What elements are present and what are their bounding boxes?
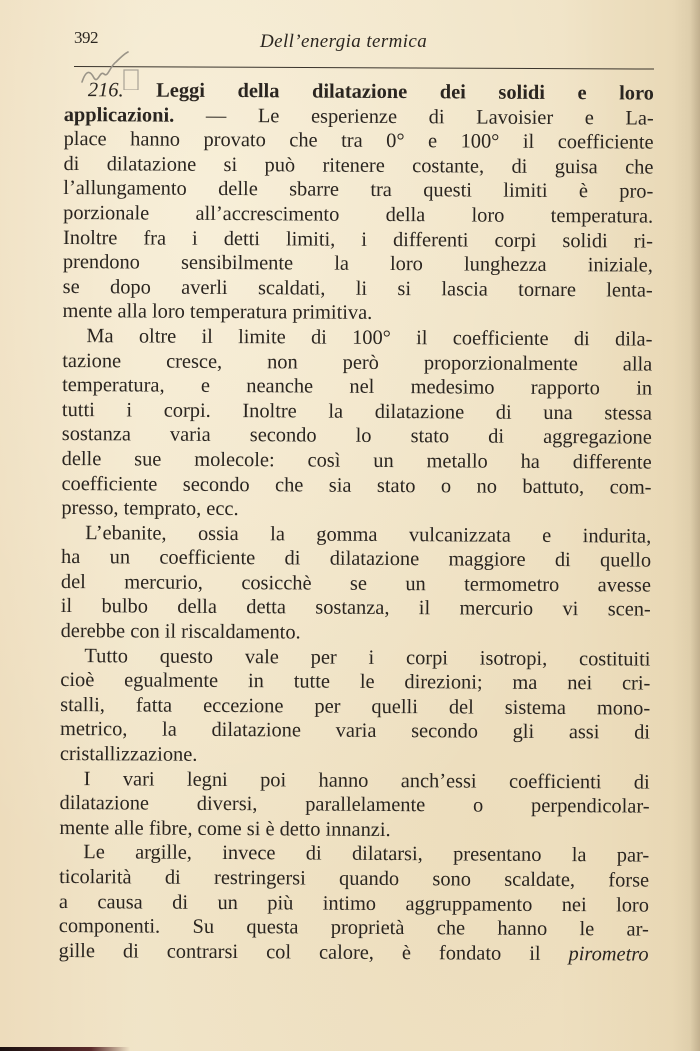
text-line: l’allungamento delle sbarre tra questi limiti è pro- [63, 177, 654, 203]
text-line: tutti i corpi. Inoltre la dilatazione di una stessa [61, 398, 653, 425]
bottom-edge-shadow [0, 1047, 130, 1051]
text-line: sostanza varia secondo lo stato di aggregazione [61, 423, 652, 449]
text-line: presso, temprato, ecc. [61, 497, 239, 521]
page-number: 392 [74, 28, 98, 47]
text-line: se dopo averli scaldati, li si lascia tornare lenta- [62, 275, 653, 302]
paragraph-start-line: Ma oltre il limite di 100° il coefficiente di dila- [86, 325, 653, 351]
section-number: 216. [87, 79, 124, 102]
header-rule [74, 66, 654, 70]
text-line: dilatazione diversi, parallelamente o perpendicolar- [59, 792, 650, 818]
text-line: ha un coefficiente di dilatazione maggiore di quello [61, 546, 652, 572]
text-line: cristallizzazione. [59, 743, 198, 766]
text-line: place hanno provato che tra 0° e 100° il coefficiente [63, 128, 654, 154]
text-line: stalli, fatta eccezione per quelli del sistema mono- [60, 693, 651, 720]
text-line: tazione cresce, non però proporzionalmente alla [62, 349, 653, 376]
em-dash: — [174, 104, 258, 127]
text-line: mente alla loro temperatura primitiva. [62, 300, 373, 325]
text-line: mente alle fibre, come si è detto innanzi. [59, 816, 391, 841]
text-line: ticolarità di restringersi quando sono scaldate, forse [59, 865, 650, 892]
text-line: Inoltre fra i detti limiti, i differenti corpi solidi ri- [62, 226, 654, 253]
paragraph-start-line: L’ebanite, ossia la gomma vulcanizzata e indurita, [85, 521, 652, 548]
text-line: derebbe con il riscaldamento. [60, 620, 301, 644]
text-line: componenti. Su questa proprietà che hanno le ar- [58, 915, 649, 941]
text-line: metrico, la dilatazione varia secondo gli assi di [59, 718, 651, 745]
text-line: prendono sensibilmente la loro lunghezza iniziale, [62, 251, 653, 277]
text-line [64, 103, 654, 131]
text-line: del mercurio, cosicchè se un termometro avesse [60, 570, 651, 597]
text-line: porzionale all’accrescimento della loro temperatura. [63, 201, 654, 228]
paragraph-start-line: I vari legni poi hanno anch’essi coefficienti di [83, 767, 650, 794]
italic-term: pirometro [568, 942, 649, 966]
text-line [59, 939, 649, 967]
text-line: delle sue molecole: così un metallo ha differente [61, 447, 652, 474]
section-heading-line [64, 78, 654, 106]
text-line: cioè egualmente in tutte le direzioni; ma nei cri- [60, 669, 651, 695]
text-line: a causa di un più intimo aggruppamento nei loro [58, 890, 650, 917]
paragraph-start-line: Tutto questo vale per i corpi isotropi, costituiti [84, 644, 651, 671]
text-span: gille di contrarsi col calore, è fondato il [58, 939, 569, 965]
page-header [74, 28, 654, 58]
body-text [59, 78, 654, 967]
text-line: temperatura, e neanche nel medesimo rapporto in [62, 374, 653, 400]
paragraph-start-line: Le argille, invece di dilatarsi, presentano la par- [83, 841, 650, 867]
text-line: il bulbo della detta sostanza, il mercurio vi scen- [60, 595, 651, 622]
text-line: coefficiente secondo che sia stato o no battuto, com- [61, 472, 652, 499]
text-span: Le esperienze di Lavoisier e La- [257, 104, 654, 130]
section-title-continued: applicazioni. [63, 103, 175, 127]
page-edge-shadow [690, 0, 700, 1051]
section-title: Leggi della dilatazione dei solidi e loro [156, 79, 654, 105]
text-line: di dilatazione si può ritenere costante, di guisa che [63, 152, 654, 179]
running-title: Dell’energia termica [260, 31, 428, 52]
